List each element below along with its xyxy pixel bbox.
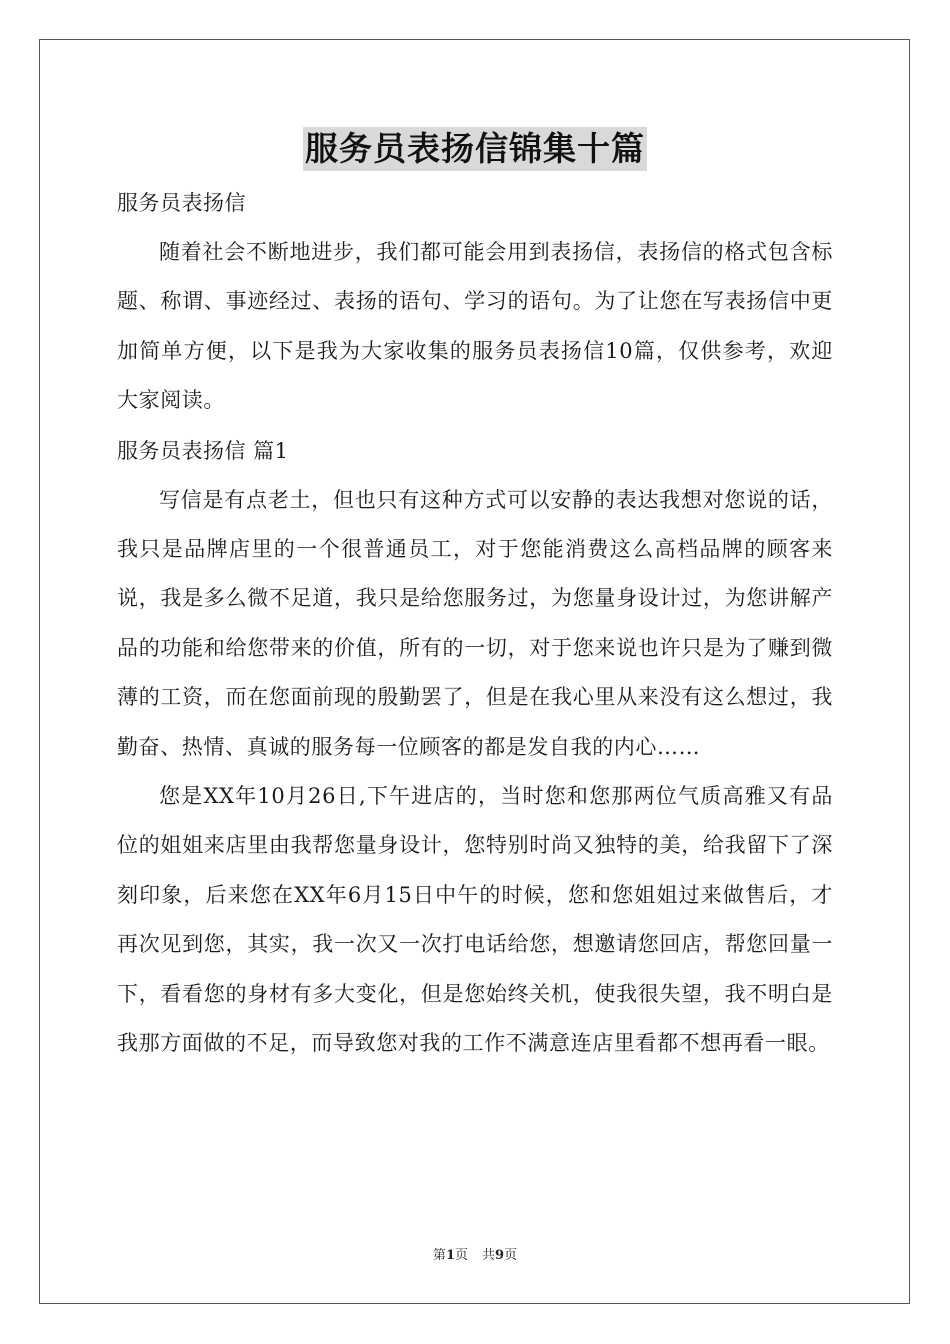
page-footer xyxy=(0,1247,950,1265)
page-prefix: 第 xyxy=(432,1248,446,1263)
total-suffix: 页 xyxy=(504,1248,518,1263)
section-heading: 服务员表扬信 篇1 xyxy=(117,438,289,463)
page-current: 1 xyxy=(445,1248,455,1263)
document-subtitle: 服务员表扬信 xyxy=(117,191,246,215)
body-paragraph-1: 写信是有点老土，但也只有这种方式可以安静的表达我想对您说的话，我只是品牌店里的一个很普通员工，对于您能消费这么高档品牌的顾客来说，我是多么微不足道，我只是给您服务过，为您量身设计过，为您讲解产品的功能和给您带来的价值，所有的一切，对于您来说也许只是为了赚到微薄的工资，而在您面前现的殷勤罢了，但是在我心里从来没有这么想过，我勤奋、热情、真诚的服务每一位顾客的都是发自我的内心…… xyxy=(117,487,833,759)
page-suffix: 页 xyxy=(454,1248,468,1263)
total-prefix: 共 xyxy=(482,1248,496,1263)
document-title: 服务员表扬信锦集十篇 xyxy=(303,127,647,171)
intro-paragraph: 随着社会不断地进步，我们都可能会用到表扬信，表扬信的格式包含标题、称谓、事迹经过、表扬的语句、学习的语句。为了让您在写表扬信中更加简单方便，以下是我为大家收集的服务员表扬信10篇，仅供参考，欢迎大家阅读。 xyxy=(117,240,833,413)
document-body xyxy=(117,178,833,1069)
page-total: 9 xyxy=(495,1248,505,1263)
body-paragraph-2: 您是XX年10月26日,下午进店的，当时您和您那两位气质高雅又有品位的姐姐来店里由我帮您量身设计，您特别时尚又独特的美，给我留下了深刻印象，后来您在XX年6月15日中午的时候，您和您姐姐过来做售后，才再次见到您，其实，我一次又一次打电话给您，想邀请您回店，帮您回量一下，看看您的身材有多大变化，但是您始终关机，使我很失望，我不明白是我那方面做的不足，而导致您对我的工作不满意连店里看都不想再看一眼。 xyxy=(117,784,833,1056)
title-container xyxy=(0,127,950,171)
